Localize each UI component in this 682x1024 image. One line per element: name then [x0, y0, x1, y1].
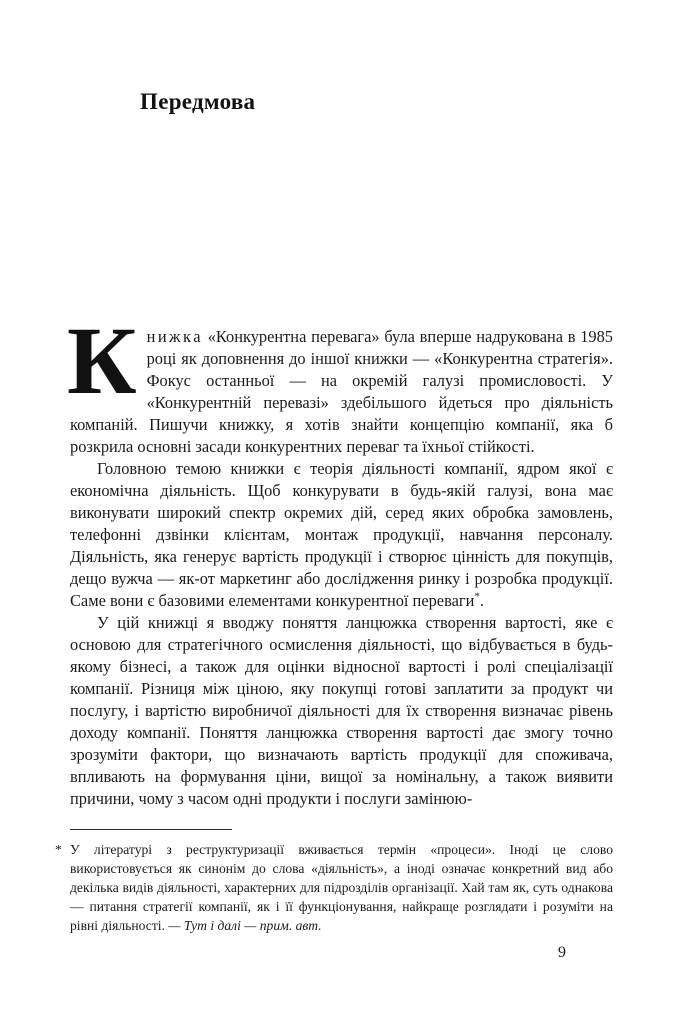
chapter-title: Передмова	[140, 89, 256, 115]
footnote-block	[55, 840, 613, 935]
paragraph-first	[67, 307, 613, 458]
footnote-marker-asterisk: *	[55, 842, 62, 857]
body-text	[67, 307, 613, 810]
footnote-attribution: — Тут і далі — прим. авт.	[168, 918, 322, 933]
paragraph-second-end: .	[479, 591, 484, 610]
paragraph-third	[70, 612, 613, 810]
page-number: 9	[558, 944, 566, 961]
footnote-reference-asterisk: *	[474, 590, 480, 603]
drop-cap-letter: К	[67, 307, 137, 414]
footnote-text: У літературі з реструктуризації вживається термін «процеси». Іноді це слово використовується як синонім до слова «діяльність», а іноді означає конкретний вид або декілька видів діяльності, характерних для підрозділів організації. Хай там як, суть однакова — питання стратегії компанії, як і її функціонування, найкраще розглядати і розуміти на рівні діяльності.	[70, 842, 613, 933]
paragraph-second-text: Головною темою книжки є теорія діяльності компанії, ядром якої є економічна діяльність. Щоб конкурувати в будь-якій галузі, вона має виконувати широкий спектр окремих дій, серед яких обробка замовлень, телефонні дзвінки клієнтам, монтаж продукції, навчання персоналу. Діяльність, яка генерує вартість продукції і створює цінність для покупців, дещо вужча — як-от маркетинг або дослідження ринку і розробка продукції. Саме вони є базовими елементами конкурентної переваги	[70, 459, 613, 610]
lead-in-word: нижка	[146, 327, 203, 346]
footnote-divider	[70, 829, 232, 830]
paragraph-third-text: У цій книжці я вводжу поняття ланцюжка створення вартості, яке є основою для стратегічного осмислення діяльності, що відбувається в будь-якому бізнесі, а також для оцінки відносної вартості і ролі спеціалізації компанії. Різниця між ціною, яку покупці готові заплатити за продукт чи послугу, і вартістю виробничої діяльності для їх створення визначає рівень доходу компанії. Поняття ланцюжка створення вартості дає змогу точно зрозуміти фактори, що визначають вартість продукції для споживача, впливають на формування ціни, вищої за номінальну, а також виявити причини, чому з часом одні продукти і послуги замінюю-	[70, 613, 613, 808]
paragraph-second	[70, 458, 613, 612]
paragraph-first-text: «Конкурентна перевага» була вперше надрукована в 1985 році як доповнення до іншої книжки — «Конкурентна стратегія». Фокус останньої — на окремій галузі промисловості. У «Конкурентній перевазі» здебільшого йдеться про діяльність компаній. Пишучи книжку, я хотів знайти концепцію компанії, яка б розкрила основні засади конкурентних переваг та їхньої стійкості.	[70, 327, 613, 456]
